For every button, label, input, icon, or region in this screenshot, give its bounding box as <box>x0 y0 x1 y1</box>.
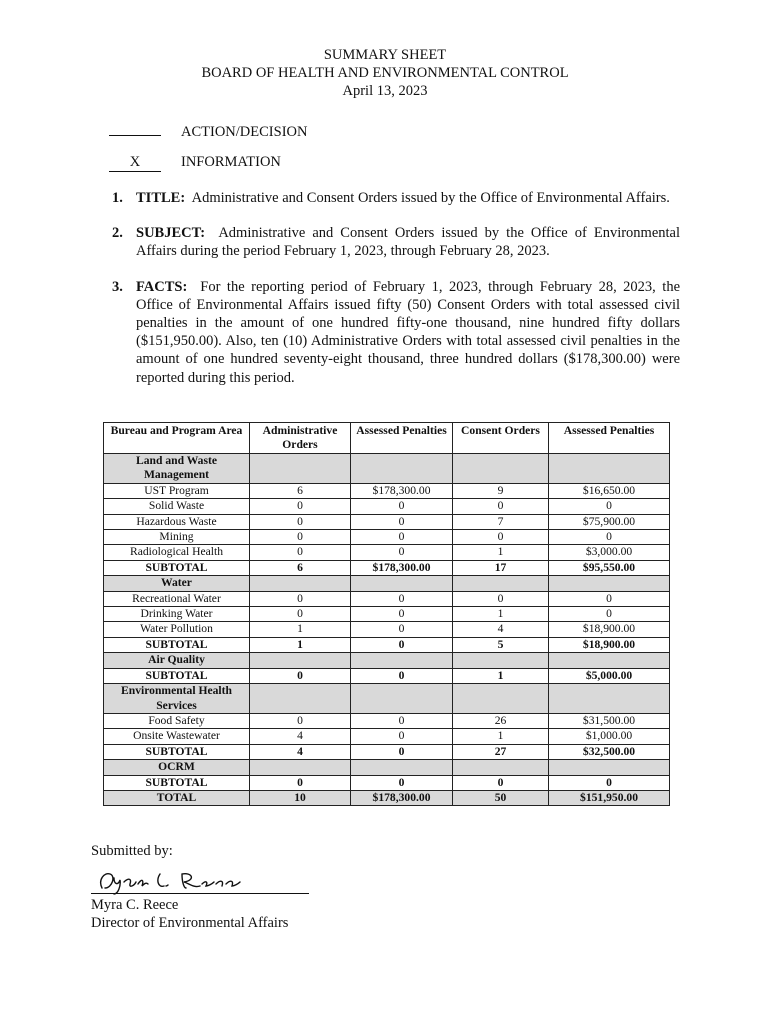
value-cell: 1 <box>250 622 351 637</box>
section-row <box>104 653 670 668</box>
value-cell <box>250 454 351 484</box>
table-body <box>104 454 670 806</box>
value-cell: 0 <box>250 530 351 545</box>
value-cell: 0 <box>351 607 453 622</box>
value-cell: $178,300.00 <box>351 483 453 498</box>
signer-title: Director of Environmental Affairs <box>91 915 289 931</box>
program-area-cell: OCRM <box>104 760 250 775</box>
program-area-cell: TOTAL <box>104 790 250 805</box>
value-cell: 1 <box>453 729 549 744</box>
item-label: SUBJECT: <box>136 225 206 242</box>
value-cell: 9 <box>453 483 549 498</box>
value-cell: 17 <box>453 560 549 575</box>
value-cell <box>453 684 549 714</box>
table-row <box>104 591 670 606</box>
value-cell: 6 <box>250 560 351 575</box>
signer-block <box>91 896 288 932</box>
value-cell <box>549 576 670 591</box>
table-row <box>104 530 670 545</box>
value-cell: $31,500.00 <box>549 713 670 728</box>
program-area-cell: UST Program <box>104 483 250 498</box>
value-cell <box>351 653 453 668</box>
header-consent-orders: Consent Orders <box>453 423 549 454</box>
table-row <box>104 622 670 637</box>
value-cell: 26 <box>453 713 549 728</box>
value-cell <box>250 684 351 714</box>
value-cell: 0 <box>351 499 453 514</box>
value-cell: 4 <box>453 622 549 637</box>
table-header-row <box>104 423 670 454</box>
action-checkbox-blank <box>109 118 161 136</box>
header-admin-orders: Administrative Orders <box>250 423 351 454</box>
value-cell: 0 <box>453 530 549 545</box>
value-cell: 0 <box>453 499 549 514</box>
value-cell: 0 <box>549 499 670 514</box>
value-cell: 0 <box>351 514 453 529</box>
item-facts <box>112 278 680 387</box>
header-line-1: SUMMARY SHEET <box>323 47 447 63</box>
item-label: TITLE: <box>136 190 186 206</box>
program-area-cell: SUBTOTAL <box>104 668 250 683</box>
value-cell: 1 <box>453 545 549 560</box>
value-cell <box>351 760 453 775</box>
value-cell: 0 <box>351 622 453 637</box>
section-row <box>104 684 670 714</box>
value-cell: $95,550.00 <box>549 560 670 575</box>
value-cell <box>351 684 453 714</box>
value-cell <box>453 454 549 484</box>
signature-line <box>91 893 309 894</box>
document-header <box>0 46 770 100</box>
value-cell: 0 <box>250 668 351 683</box>
value-cell: 6 <box>250 483 351 498</box>
total-row <box>104 790 670 805</box>
value-cell: $1,000.00 <box>549 729 670 744</box>
program-area-cell: Radiological Health <box>104 545 250 560</box>
item-text: Administrative and Consent Orders issued by the Office of Environmental Affairs during the period February 1, 2023, through February 28, 2023. <box>136 225 681 260</box>
option-action-decision <box>109 118 307 141</box>
table-row <box>104 729 670 744</box>
value-cell: 27 <box>453 744 549 759</box>
value-cell: 0 <box>453 775 549 790</box>
value-cell: 0 <box>351 668 453 683</box>
value-cell: 0 <box>549 591 670 606</box>
item-subject <box>112 224 680 260</box>
value-cell: 1 <box>453 607 549 622</box>
program-area-cell: SUBTOTAL <box>104 775 250 790</box>
value-cell <box>250 576 351 591</box>
value-cell: $32,500.00 <box>549 744 670 759</box>
value-cell: 0 <box>549 775 670 790</box>
header-consent-penalties: Assessed Penalties <box>549 423 670 454</box>
value-cell: 0 <box>351 591 453 606</box>
subtotal-row <box>104 560 670 575</box>
option-information <box>109 154 281 172</box>
header-admin-penalties: Assessed Penalties <box>351 423 453 454</box>
value-cell: $5,000.00 <box>549 668 670 683</box>
program-area-cell: Water <box>104 576 250 591</box>
item-text: For the reporting period of February 1, 2023, through February 28, 2023, the Office of Environmental Affairs issued fifty (50) Consent Orders with total assessed civil penalties in the amount of one hundred fifty-one thousand, nine hundred fifty dollars ($151,950.00). Also, ten (10) Administrative Orders with total assessed civil penalties in the amount of one hundred seventy-eight thousand, three hundred dollars ($178,300.00) were reported during this period. <box>136 278 681 386</box>
value-cell: 0 <box>549 607 670 622</box>
value-cell <box>250 653 351 668</box>
program-area-cell: Environmental Health Services <box>104 684 250 714</box>
value-cell <box>453 760 549 775</box>
program-area-cell: Water Pollution <box>104 622 250 637</box>
value-cell: 0 <box>250 775 351 790</box>
value-cell: 0 <box>250 499 351 514</box>
program-area-cell: Onsite Wastewater <box>104 729 250 744</box>
header-bureau: Bureau and Program Area <box>104 423 250 454</box>
value-cell: 1 <box>250 637 351 652</box>
value-cell: 0 <box>351 729 453 744</box>
header-date: April 13, 2023 <box>342 83 428 99</box>
signature-image <box>96 866 246 896</box>
value-cell <box>549 454 670 484</box>
value-cell: 4 <box>250 729 351 744</box>
subtotal-row <box>104 775 670 790</box>
information-checkbox-blank: X <box>109 154 161 172</box>
value-cell <box>351 454 453 484</box>
subtotal-row <box>104 637 670 652</box>
table-row <box>104 483 670 498</box>
item-number: 1. <box>112 190 123 206</box>
value-cell: 5 <box>453 637 549 652</box>
value-cell <box>351 576 453 591</box>
value-cell: $151,950.00 <box>549 790 670 805</box>
value-cell: 0 <box>549 530 670 545</box>
program-area-cell: SUBTOTAL <box>104 637 250 652</box>
table-row <box>104 545 670 560</box>
program-area-cell: SUBTOTAL <box>104 744 250 759</box>
section-row <box>104 576 670 591</box>
program-area-cell: Land and Waste Management <box>104 454 250 484</box>
value-cell <box>549 653 670 668</box>
value-cell <box>453 653 549 668</box>
value-cell: 50 <box>453 790 549 805</box>
value-cell: $18,900.00 <box>549 637 670 652</box>
signer-name: Myra C. Reece <box>91 897 179 913</box>
subtotal-row <box>104 668 670 683</box>
value-cell: $178,300.00 <box>351 790 453 805</box>
summary-items <box>112 189 680 404</box>
value-cell: 0 <box>351 530 453 545</box>
program-area-cell: Mining <box>104 530 250 545</box>
submitted-by-label: Submitted by: <box>91 843 173 859</box>
value-cell <box>250 760 351 775</box>
value-cell: $178,300.00 <box>351 560 453 575</box>
program-area-cell: Recreational Water <box>104 591 250 606</box>
program-area-cell: SUBTOTAL <box>104 560 250 575</box>
value-cell: 0 <box>351 744 453 759</box>
section-row <box>104 454 670 484</box>
program-area-cell: Solid Waste <box>104 499 250 514</box>
value-cell: 0 <box>250 514 351 529</box>
value-cell: 7 <box>453 514 549 529</box>
value-cell <box>453 576 549 591</box>
value-cell: 0 <box>250 591 351 606</box>
table-row <box>104 607 670 622</box>
table-row <box>104 713 670 728</box>
value-cell: $16,650.00 <box>549 483 670 498</box>
program-area-cell: Food Safety <box>104 713 250 728</box>
item-text: Administrative and Consent Orders issued by the Office of Environmental Affairs. <box>191 190 670 206</box>
program-area-cell: Air Quality <box>104 653 250 668</box>
value-cell: 4 <box>250 744 351 759</box>
value-cell: 0 <box>453 591 549 606</box>
value-cell: 0 <box>250 545 351 560</box>
value-cell <box>549 684 670 714</box>
orders-table <box>103 422 670 806</box>
value-cell: 10 <box>250 790 351 805</box>
value-cell <box>549 760 670 775</box>
value-cell: 1 <box>453 668 549 683</box>
table-row <box>104 499 670 514</box>
table-row <box>104 514 670 529</box>
program-area-cell: Hazardous Waste <box>104 514 250 529</box>
value-cell: $75,900.00 <box>549 514 670 529</box>
item-number: 3. <box>112 278 123 295</box>
value-cell: $18,900.00 <box>549 622 670 637</box>
item-label: FACTS: <box>136 278 188 295</box>
action-decision-label: ACTION/DECISION <box>181 124 308 140</box>
value-cell: 0 <box>351 713 453 728</box>
information-label: INFORMATION <box>181 154 281 170</box>
subtotal-row <box>104 744 670 759</box>
value-cell: 0 <box>351 637 453 652</box>
header-line-2: BOARD OF HEALTH AND ENVIRONMENTAL CONTROL <box>201 65 569 81</box>
value-cell: 0 <box>250 713 351 728</box>
item-title <box>112 189 680 207</box>
section-row <box>104 760 670 775</box>
value-cell: 0 <box>351 545 453 560</box>
value-cell: $3,000.00 <box>549 545 670 560</box>
item-number: 2. <box>112 225 123 242</box>
program-area-cell: Drinking Water <box>104 607 250 622</box>
value-cell: 0 <box>250 607 351 622</box>
value-cell: 0 <box>351 775 453 790</box>
